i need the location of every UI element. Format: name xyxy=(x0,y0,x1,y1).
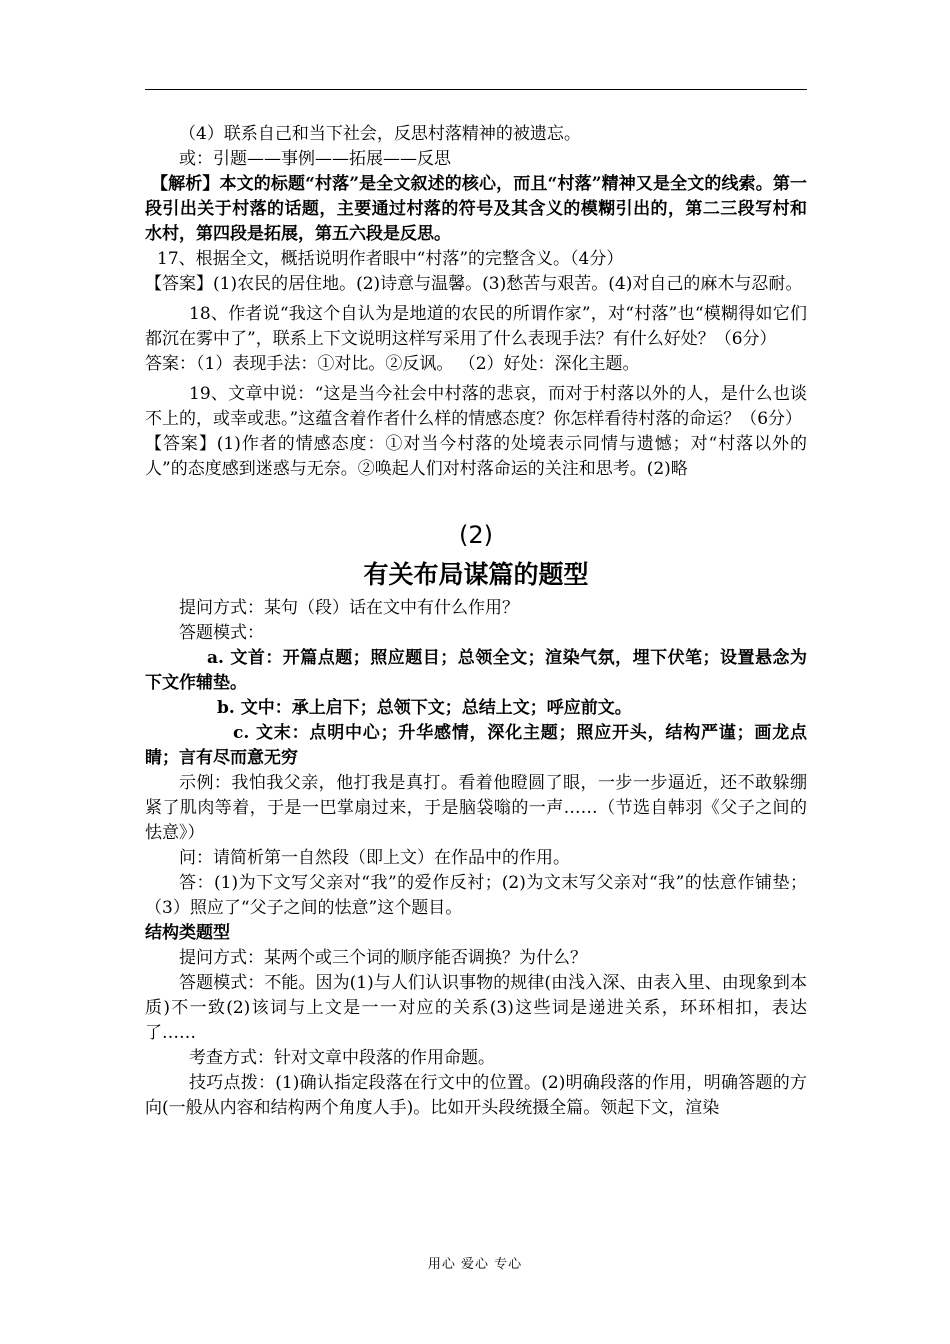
structure-heading: 结构类题型 xyxy=(145,923,230,943)
question-17: 17、根据全文，概括说明作者眼中“村落”的完整含义。（4分） xyxy=(157,249,624,269)
answer-paragraph: 答：(1)为下文写父亲对“我”的爱作反衬；(2)为文末写父亲对“我”的怯意作铺垫；（3）照应了“父子之间的怯意”这个题目。 xyxy=(145,873,807,918)
mode-line: 答题模式： xyxy=(179,623,264,643)
answer-18: 答案：（1）表现手法：①对比。②反讽。 （2）好处：深化主题。 xyxy=(145,354,640,374)
analysis-paragraph: 【解析】本文的标题“村落”是全文叙述的核心，而且“村落”精神又是全文的线索。第一段引出关于村落的话题，主要通过村落的符号及其含义的模糊引出的，第二三段写村和水村，第四段是拓展，第五六段是反思。 xyxy=(145,174,807,244)
item-b: b. 文中：承上启下；总领下文；总结上文；呼应前文。 xyxy=(217,698,632,718)
ask-line: 提问方式：某句（段）话在文中有什么作用？ xyxy=(179,598,519,618)
section-title: 有关布局谋篇的题型 xyxy=(363,560,589,589)
answer-17: 【答案】(1)农民的居住地。(2)诗意与温馨。(3)愁苦与艰苦。(4)对自己的麻木与忍耐。 xyxy=(145,274,803,294)
item-c: c. 文末：点明中心；升华感情，深化主题；照应开头，结构严谨；画龙点睛；言有尽而意无穷 xyxy=(145,723,807,768)
structure-ask: 提问方式：某两个或三个词的顺序能否调换？为什么？ xyxy=(179,948,587,968)
example-paragraph: 示例：我怕我父亲，他打我是真打。看着他瞪圆了眼，一步一步逼近，还不敢躲绷紧了肌肉等着，于是一巴掌扇过来，于是脑袋嗡的一声……（节选自韩羽《父子之间的怯意》） xyxy=(145,773,807,843)
answer-line-4: （4）联系自己和当下社会，反思村落精神的被遗忘。 xyxy=(179,124,581,144)
structure-mode: 答题模式：不能。因为(1)与人们认识事物的规律(由浅入深、由表入里、由现象到本质)不一致(2)该词与上文是一一对应的关系(3)这些词是递进关系，环环相扣，表达了…… xyxy=(145,973,807,1043)
header-rule xyxy=(145,89,807,90)
page-footer: 用心 爱心 专心 xyxy=(427,1257,523,1272)
question-18: 18、作者说“我这个自认为是地道的农民的所谓作家”，对“村落”也“模糊得如它们都沉在雾中了”，联系上下文说明这样写采用了什么表现手法？有什么好处？（6分） xyxy=(145,304,807,349)
question-19: 19、文章中说：“这是当今社会中村落的悲哀，而对于村落以外的人，是什么也谈不上的，或幸或悲。”这蕴含着作者什么样的情感态度？你怎样看待村落的命运？（6分） xyxy=(145,384,807,429)
item-a: a. 文首：开篇点题；照应题目；总领全文；渲染气氛，埋下伏笔；设置悬念为下文作辅垫。 xyxy=(145,648,807,693)
answer-19: 【答案】(1)作者的情感态度：①对当今村落的处境表示同情与遗憾；对“村落以外的人”的态度感到迷惑与无奈。②唤起人们对村落命运的关注和思考。(2)略 xyxy=(145,434,807,479)
document-body xyxy=(145,122,807,1121)
exam-line: 考查方式：针对文章中段落的作用命题。 xyxy=(189,1048,495,1068)
tips-paragraph: 技巧点拨：(1)确认指定段落在行文中的位置。(2)明确段落的作用，明确答题的方向(一般从内容和结构两个角度人手)。比如开头段统摄全篇。领起下文，渲染 xyxy=(145,1073,807,1118)
question-line: 问：请简析第一自然段（即上文）在作品中的作用。 xyxy=(179,848,570,868)
answer-alt: 或：引题——事例——拓展——反思 xyxy=(179,149,451,169)
section-number: (2) xyxy=(459,521,493,549)
